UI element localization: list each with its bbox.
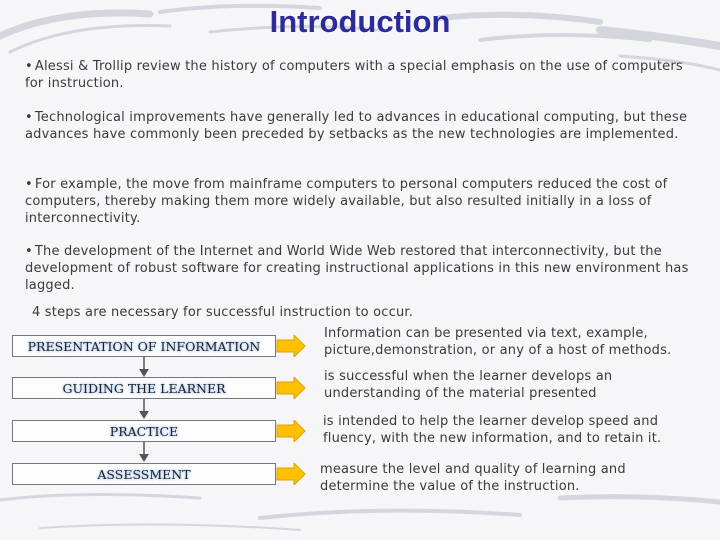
bullet-item [25,58,690,92]
bullet-item [25,243,690,294]
step-label: PRACTICE [109,423,179,439]
step-label: PRESENTATION OF INFORMATION [27,338,261,354]
down-arrow-icon [139,357,149,377]
right-arrow-icon [276,463,306,485]
step-box-assessment [12,463,276,485]
step-description: is successful when the learner develops an understanding of the material presented [324,369,613,401]
step-label: GUIDING THE LEARNER [62,380,226,396]
step-description: is intended to help the learner develop speed and fluency, with the new information, and to retain it. [323,414,662,446]
step-description: Information can be presented via text, example, picture,demonstration, or any of a host of methods. [324,326,672,358]
bullet-text: For example, the move from mainframe computers to personal computers reduced the cost of computers, thereby making them more widely available, but also resulted initially in a loss of interconnectivity. [25,177,668,226]
step-description: measure the level and quality of learning and determine the value of the instruction. [320,462,626,494]
down-arrow-icon [139,399,149,419]
step-box-guiding [12,377,276,399]
step-box-practice [12,420,276,442]
bullet-symbol: • [25,244,33,259]
bullet-text: Alessi & Trollip review the history of computers with a special emphasis on the use of computers for instruction. [25,59,683,91]
bullet-symbol: • [25,177,33,192]
right-arrow-icon [276,335,306,357]
right-arrow-icon [276,377,306,399]
step-label: ASSESSMENT [97,466,191,482]
down-arrow-icon [139,442,149,462]
bullet-text: The development of the Internet and World Wide Web restored that interconnectivity, but the development of robust software for creating instructional applications in this new environment has lagged. [25,244,689,293]
bullet-symbol: • [25,59,33,74]
steps-intro: 4 steps are necessary for successful instruction to occur. [32,305,414,320]
bullet-symbol: • [25,110,33,125]
right-arrow-icon [276,420,306,442]
bullet-item [25,109,690,143]
bullet-text: Technological improvements have generally led to advances in educational computing, but these advances have commonly been preceded by setbacks as the new technologies are implemented. [25,110,688,142]
step-box-presentation [12,335,276,357]
page-title: Introduction [269,4,451,39]
bullet-item [25,176,690,227]
